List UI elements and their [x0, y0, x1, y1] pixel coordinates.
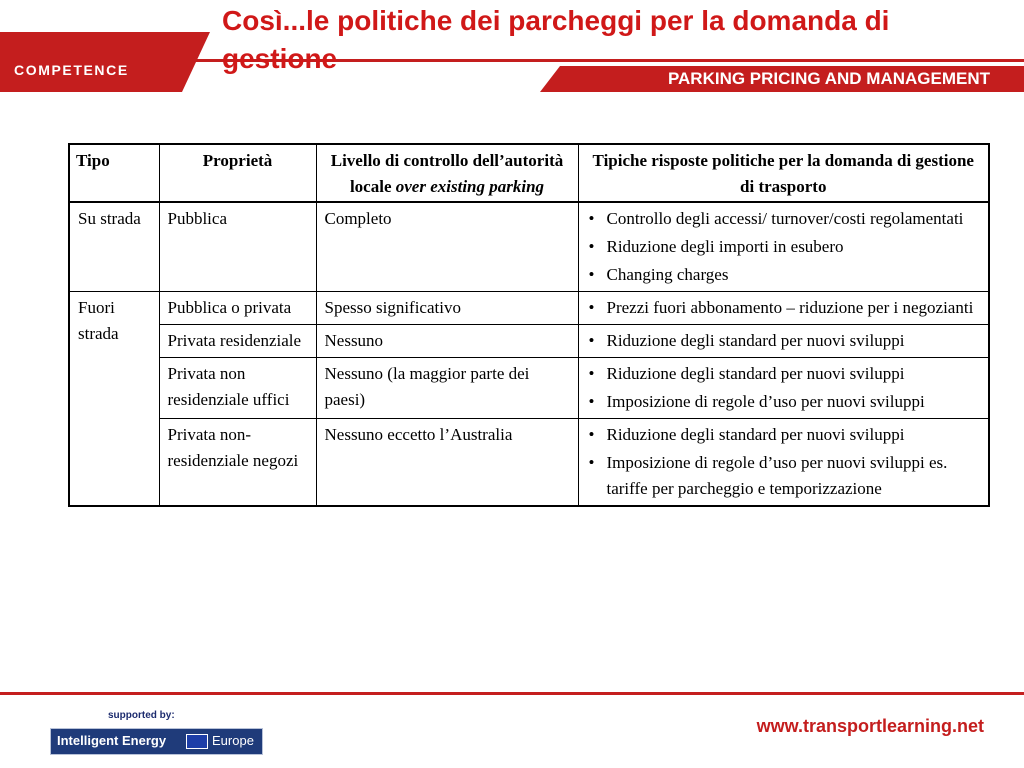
table-row — [69, 419, 989, 507]
proprieta-cell: Pubblica o privata — [159, 292, 316, 325]
proprieta-cell: Privata non-residenziale negozi — [159, 419, 316, 507]
risposte-cell — [578, 419, 989, 507]
risposte-list — [587, 361, 981, 415]
proprieta-cell: Privata non residenziale uffici — [159, 358, 316, 419]
risposte-list — [587, 328, 981, 354]
proprieta-cell: Pubblica — [159, 202, 316, 292]
risposte-cell — [578, 325, 989, 358]
proprieta-cell: Privata residenziale — [159, 325, 316, 358]
risposte-list — [587, 206, 981, 288]
list-item: • Imposizione di regole d’uso per nuovi sviluppi — [587, 389, 981, 415]
supported-by-label: supported by: — [108, 710, 175, 721]
list-item: • Riduzione degli standard per nuovi sviluppi — [587, 328, 981, 354]
table-row — [69, 292, 989, 325]
risposte-cell — [578, 358, 989, 419]
list-item: • Prezzi fuori abbonamento – riduzione per i negozianti — [587, 295, 981, 321]
risposte-list — [587, 422, 981, 502]
policy-table — [68, 143, 990, 507]
header-tipo: Tipo — [69, 144, 159, 202]
list-item: • Controllo degli accessi/ turnover/costi regolamentati — [587, 206, 981, 232]
table-row — [69, 202, 989, 292]
livello-cell: Spesso significativo — [316, 292, 578, 325]
list-item: • Riduzione degli standard per nuovi sviluppi — [587, 361, 981, 387]
sponsor-region: Europe — [212, 733, 254, 748]
table-row — [69, 325, 989, 358]
risposte-cell — [578, 202, 989, 292]
list-item: • Imposizione di regole d’uso per nuovi sviluppi es. tariffe per parcheggio e temporizzazione — [587, 450, 981, 502]
risposte-cell — [578, 292, 989, 325]
list-item: • Riduzione degli standard per nuovi sviluppi — [587, 422, 981, 448]
competence-logo-text: COMPETENCE — [14, 62, 129, 78]
list-item: • Riduzione degli importi in esubero — [587, 234, 981, 260]
tipo-cell: Su strada — [69, 202, 159, 292]
website-link[interactable]: www.transportlearning.net — [756, 716, 984, 736]
header-livello-italic: over existing parking — [395, 177, 545, 196]
sponsor-name: Intelligent Energy — [57, 733, 167, 748]
eu-flag-icon — [186, 734, 208, 749]
tipo-cell: Fuori strada — [69, 292, 159, 507]
risposte-list — [587, 295, 981, 321]
header-livello — [316, 144, 578, 202]
section-title: PARKING PRICING AND MANAGEMENT — [667, 69, 990, 88]
header-proprieta: Proprietà — [159, 144, 316, 202]
livello-cell: Completo — [316, 202, 578, 292]
table-row — [69, 358, 989, 419]
livello-cell: Nessuno (la maggior parte dei paesi) — [316, 358, 578, 419]
header-livello-main: Livello di controllo dell’autorità locale — [330, 151, 564, 196]
livello-cell: Nessuno eccetto l’Australia — [316, 419, 578, 507]
livello-cell: Nessuno — [316, 325, 578, 358]
table-header-row — [69, 144, 989, 202]
header-risposte: Tipiche risposte politiche per la domanda di gestione di trasporto — [578, 144, 989, 202]
footer-divider — [0, 692, 1024, 695]
list-item: • Changing charges — [587, 262, 981, 288]
slide-title: Così...le politiche dei parcheggi per la domanda di gestione — [222, 5, 890, 74]
